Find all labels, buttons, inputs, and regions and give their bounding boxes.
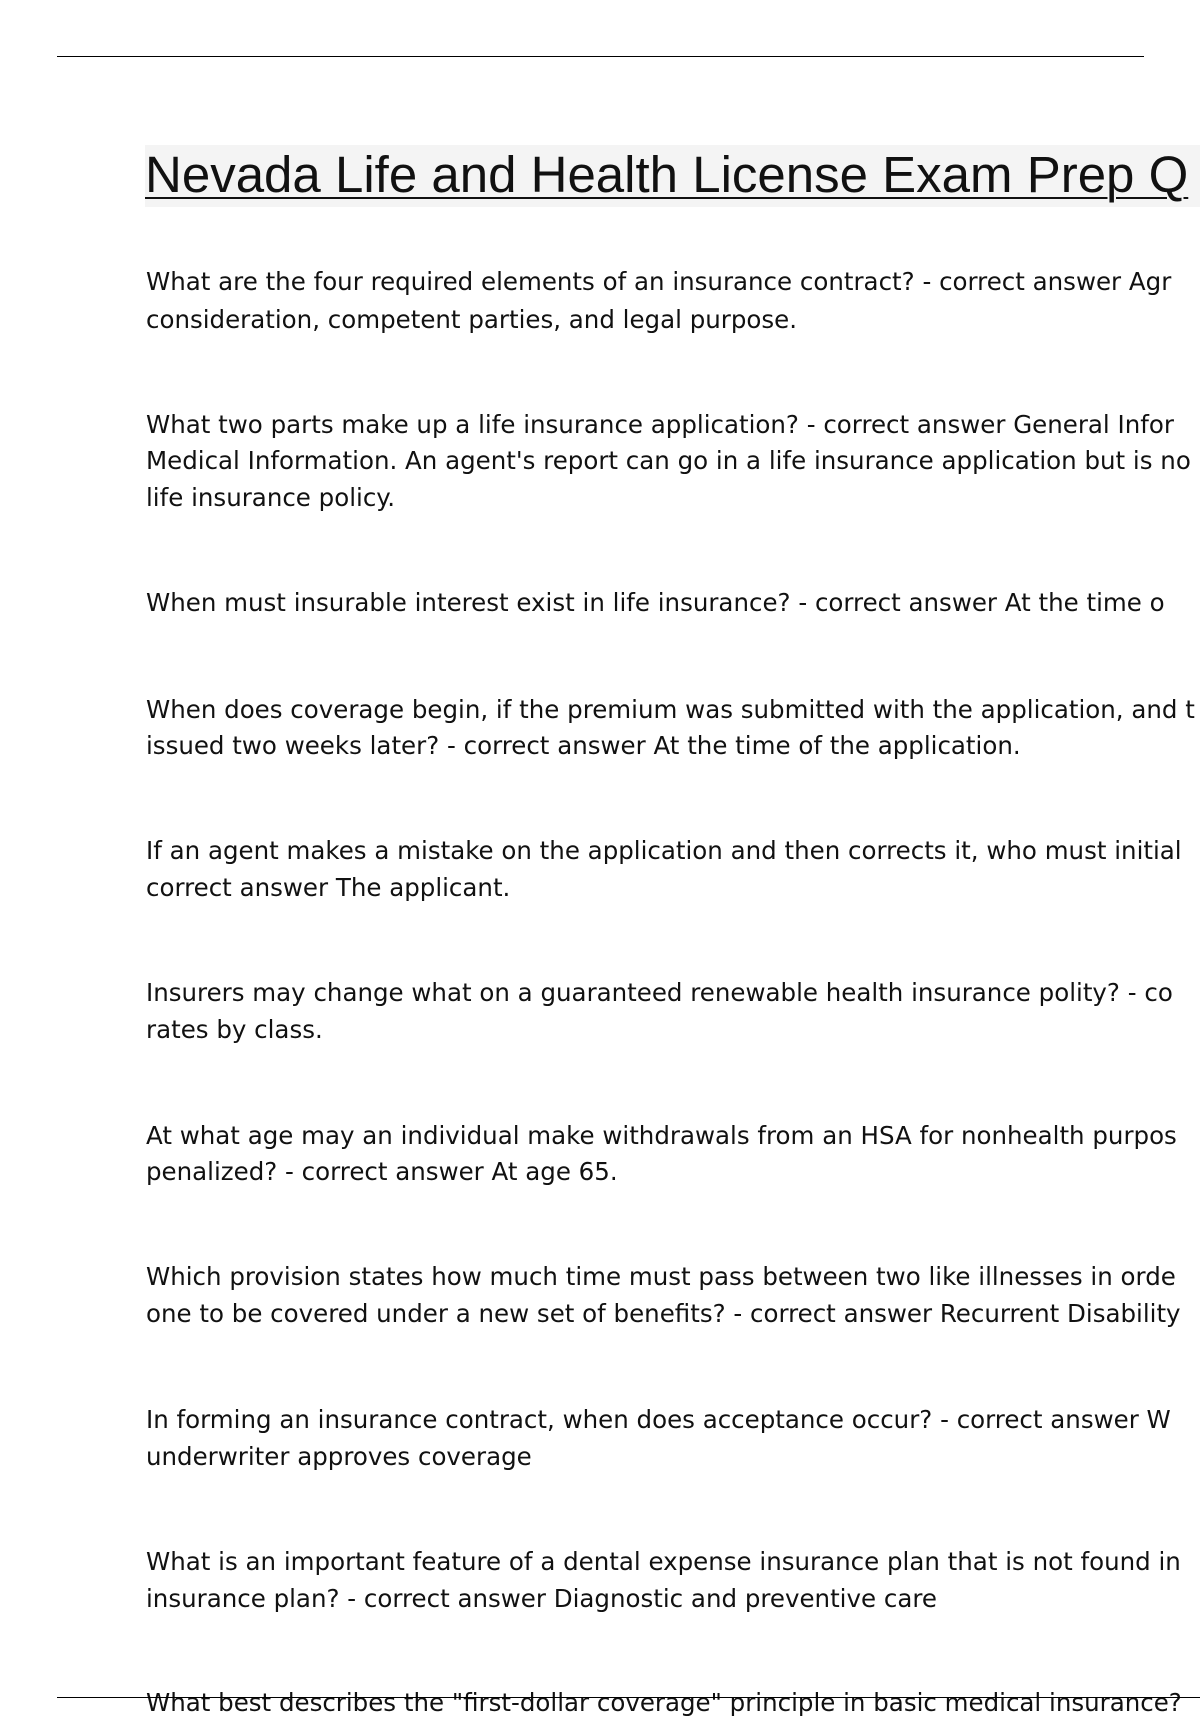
qa-item-1-line-2: consideration, competent parties, and legal purpose. — [146, 305, 798, 334]
qa-item-8-line-1: Which provision states how much time must pass between two like illnesses in orde — [146, 1262, 1176, 1291]
qa-item-8-line-2: one to be covered under a new set of benefits? - correct answer Recurrent Disability — [146, 1299, 1181, 1328]
qa-item-4-line-2: issued two weeks later? - correct answer At the time of the application. — [146, 731, 1021, 760]
document-title: Nevada Life and Health License Exam Prep Q — [145, 146, 1189, 203]
qa-item-6-line-1: Insurers may change what on a guaranteed renewable health insurance polity? - co — [146, 978, 1173, 1007]
qa-item-5-line-1: If an agent makes a mistake on the application and then corrects it, who must initial — [146, 836, 1182, 865]
qa-item-3-line-1: When must insurable interest exist in life insurance? - correct answer At the time o — [146, 588, 1165, 617]
qa-item-2-line-3: life insurance policy. — [146, 483, 396, 512]
qa-item-2-line-1: What two parts make up a life insurance application? - correct answer General Infor — [146, 410, 1174, 439]
qa-item-2-line-2: Medical Information. An agent's report can go in a life insurance application but is no — [146, 446, 1191, 475]
qa-item-9-line-1: In forming an insurance contract, when does acceptance occur? - correct answer W — [146, 1405, 1171, 1434]
qa-item-6-line-2: rates by class. — [146, 1015, 323, 1044]
qa-item-7-line-1: At what age may an individual make withdrawals from an HSA for nonhealth purpos — [146, 1121, 1177, 1150]
qa-item-4-line-1: When does coverage begin, if the premium was submitted with the application, and t — [146, 695, 1195, 724]
qa-item-10-line-2: insurance plan? - correct answer Diagnostic and preventive care — [146, 1584, 937, 1613]
qa-item-5-line-2: correct answer The applicant. — [146, 873, 511, 902]
qa-item-10-line-1: What is an important feature of a dental expense insurance plan that is not found in — [146, 1547, 1181, 1576]
qa-item-7-line-2: penalized? - correct answer At age 65. — [146, 1157, 618, 1186]
qa-item-9-line-2: underwriter approves coverage — [146, 1442, 532, 1471]
qa-item-11-line-1: What best describes the "first-dollar coverage" principle in basic medical insurance? — [146, 1688, 1182, 1717]
qa-item-1-line-1: What are the four required elements of an insurance contract? - correct answer Agr — [146, 267, 1172, 296]
bottom-rule — [57, 1697, 1200, 1698]
